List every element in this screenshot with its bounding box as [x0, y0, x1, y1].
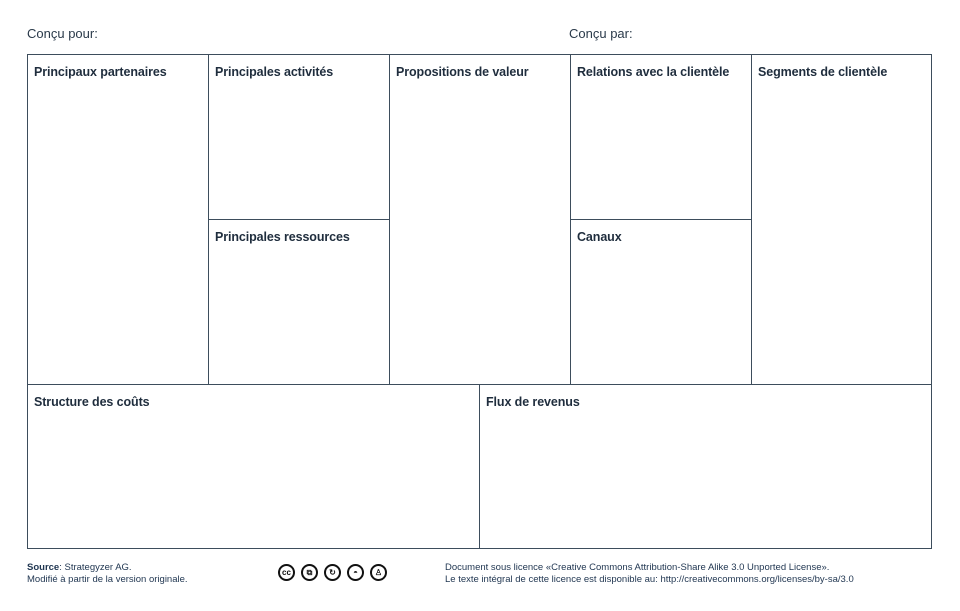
cell-channels[interactable]: [570, 219, 752, 385]
license-icons: [278, 564, 387, 581]
cell-revenue-streams[interactable]: [479, 384, 932, 549]
license-line-2: Le texte intégral de cette licence est disponible au: http://creativecommons.org/licenses/by-sa/3.0: [445, 573, 854, 585]
cell-title: Relations avec la clientèle: [577, 65, 730, 79]
cell-title: Principales activités: [215, 65, 334, 79]
attribution-icon: ♙: [370, 564, 387, 581]
noncommercial-icon: ◓: [347, 564, 364, 581]
source-note: [27, 562, 188, 585]
designed-by-label: Conçu par:: [569, 26, 633, 41]
cell-customer-segments[interactable]: [751, 54, 932, 385]
source-label: Source: [27, 562, 60, 573]
license-note: [445, 562, 854, 585]
cc-icon: cc: [278, 564, 295, 581]
cell-key-partners[interactable]: [27, 54, 209, 385]
modified-note: Modifié à partir de la version originale.: [27, 573, 188, 585]
cell-key-resources[interactable]: [208, 219, 390, 385]
cell-customer-relationships[interactable]: [570, 54, 752, 220]
share-alike-icon: ↻: [324, 564, 341, 581]
license-line-1: Document sous licence «Creative Commons Attribution-Share Alike 3.0 Unported License».: [445, 562, 830, 573]
cell-title: Canaux: [577, 230, 622, 244]
cell-title: Propositions de valeur: [396, 65, 529, 79]
cell-value-propositions[interactable]: [389, 54, 571, 385]
cell-title: Principaux partenaires: [34, 65, 167, 79]
cell-cost-structure[interactable]: [27, 384, 480, 549]
business-model-canvas: [27, 54, 932, 549]
copy-icon: ⧉: [301, 564, 318, 581]
designed-for-label: Conçu pour:: [27, 26, 98, 41]
cell-title: Flux de revenus: [486, 395, 580, 409]
source-value: : Strategyzer AG.: [59, 562, 132, 573]
cell-title: Principales ressources: [215, 230, 350, 244]
cell-title: Structure des coûts: [34, 395, 150, 409]
cell-key-activities[interactable]: [208, 54, 390, 220]
cell-title: Segments de clientèle: [758, 65, 888, 79]
